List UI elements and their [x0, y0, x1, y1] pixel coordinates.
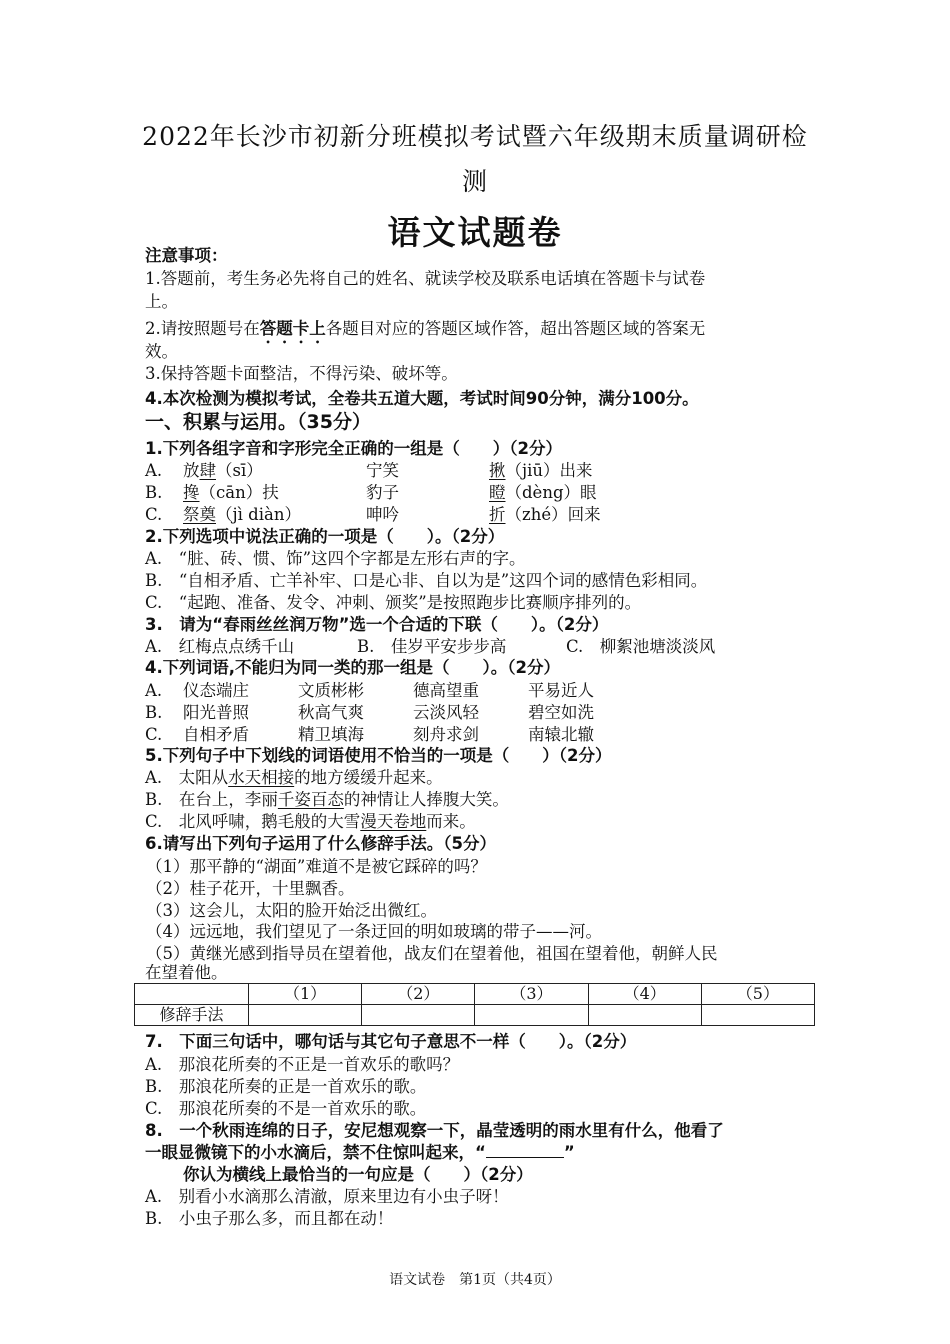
note-3: 3.保持答题卡面整洁，不得污染、破坏等。	[145, 364, 458, 383]
q1-b-c1-pinyin: （cān）扶	[199, 483, 279, 502]
q1-b-col2: 豹子	[366, 483, 399, 502]
q1-stem: 1.下列各组字音和字形完全正确的一组是（ ）（2分）	[145, 439, 562, 458]
q1-c-col3	[489, 504, 601, 526]
q4-a-word1: 仪态端庄	[183, 681, 249, 700]
table-answer-row	[135, 1005, 815, 1026]
q3-option-c: C. 柳絮池塘淡淡风	[566, 637, 716, 656]
note-1-cont: 上。	[145, 292, 178, 311]
q2-option-a: A. “脏、砖、惯、饰”这四个字都是左形右声的字。	[145, 549, 526, 568]
note-2	[145, 318, 705, 347]
table-header-cell: （1）	[249, 984, 362, 1005]
q5-a-pre: A. 太阳从	[145, 768, 229, 787]
q1-c-col2: 呻吟	[366, 505, 399, 524]
q5-stem: 5.下列句子中下划线的词语使用不恰当的一项是（ ）（2分）	[145, 746, 612, 765]
section-1-heading: 一、积累与运用。（35分）	[145, 411, 371, 433]
note-2-pre: 2.请按照题号在	[145, 319, 260, 338]
q5-c-pre: C. 北风呼啸，鹅毛般的大雪	[145, 812, 361, 831]
exam-title-line2: 测	[461, 167, 488, 196]
q5-b-pre: B. 在台上，李丽	[145, 790, 278, 809]
q5-option-b	[145, 789, 509, 811]
q1-c-col1	[183, 504, 301, 526]
q8-stem2-pre: 一眼显微镜下的小水滴后，禁不住惊叫起来，“	[145, 1143, 486, 1162]
q7-option-a: A. 那浪花所奏的不正是一首欢乐的歌吗？	[145, 1055, 460, 1074]
q4-b-word1: 阳光普照	[183, 703, 249, 722]
note-2-post: 各题目对应的答题区域作答，超出答题区域的答案无	[325, 319, 706, 338]
q3-option-a: A. 红梅点点绣千山	[145, 637, 295, 656]
q3-stem: 3. 请为“春雨丝丝润万物”选一个合适的下联（ ）。（2分）	[145, 615, 609, 634]
q1-a-c1-underlined: 肆	[199, 461, 216, 480]
q4-c-word4: 南辕北辙	[528, 725, 594, 744]
q1-b-c3-underlined: 瞪	[489, 483, 506, 502]
q1-c-c3-underlined: 折	[489, 505, 506, 524]
q8-option-a: A. 别看小水滴那么清澈，原来里边有小虫子呀！	[145, 1187, 509, 1206]
q6-sentence-2: （2）桂子花开，十里飘香。	[146, 879, 355, 898]
q4-c-word3: 刻舟求剑	[413, 725, 479, 744]
note-4: 4.本次检测为模拟考试，全卷共五道大题，考试时间90分钟，满分100分。	[145, 389, 699, 408]
table-header-cell	[135, 984, 249, 1005]
q3-option-b: B. 佳岁平安步步高	[357, 637, 507, 656]
q4-a-word2: 文质彬彬	[298, 681, 364, 700]
notes-heading: 注意事项：	[145, 246, 228, 265]
note-1: 1.答题前，考生务必先将自己的姓名、就读学校及联系电话填在答题卡与试卷	[145, 269, 706, 288]
q4-b-word2: 秋高气爽	[298, 703, 364, 722]
q1-a-col3	[489, 460, 593, 482]
answer-cell-2[interactable]	[362, 1005, 475, 1026]
rhetoric-answer-table	[134, 983, 815, 1026]
exam-title-line1: 2022年长沙市初新分班模拟考试暨六年级期末质量调研检	[142, 122, 808, 151]
table-header-cell: （2）	[362, 984, 475, 1005]
answer-cell-1[interactable]	[249, 1005, 362, 1026]
q5-b-post: 的神情让人捧腹大笑。	[343, 790, 509, 809]
q4-a-word3: 德高望重	[413, 681, 479, 700]
q7-stem: 7. 下面三句话中，哪句话与其它句子意思不一样（ ）。（2分）	[145, 1032, 637, 1051]
q6-sentence-1: （1）那平静的“湖面”难道不是被它踩碎的吗？	[146, 857, 487, 876]
q5-a-underlined: 水天相接	[228, 768, 295, 787]
q1-a-col1	[183, 460, 263, 482]
q1-b-col1	[183, 482, 279, 504]
q1-b-c3-pinyin: （dèng）眼	[505, 483, 597, 502]
answer-cell-3[interactable]	[475, 1005, 588, 1026]
q1-a-col2: 宁笑	[366, 461, 399, 480]
q7-option-b: B. 那浪花所奏的正是一首欢乐的歌。	[145, 1077, 427, 1096]
q1-b-col3	[489, 482, 597, 504]
q7-option-c: C. 那浪花所奏的不是一首欢乐的歌。	[145, 1099, 427, 1118]
q1-c-c1-pinyin: （jì diàn）	[216, 505, 301, 524]
answer-blank[interactable]	[486, 1143, 564, 1158]
answer-cell-5[interactable]	[701, 1005, 814, 1026]
q6-sentence-4: （4）远远地，我们望见了一条迂回的明如玻璃的带子——河。	[146, 922, 602, 941]
q2-stem: 2.下列选项中说法正确的一项是（ ）。（2分）	[145, 527, 505, 546]
note-2-cont: 效。	[145, 342, 178, 361]
table-row-label: 修辞手法	[135, 1005, 249, 1026]
table-header-cell: （5）	[701, 984, 814, 1005]
q4-b-word4: 碧空如洗	[528, 703, 594, 722]
q1-c-c1-underlined: 祭奠	[183, 505, 216, 524]
note-2-emphasis: 答题卡上	[259, 319, 326, 338]
answer-cell-4[interactable]	[588, 1005, 701, 1026]
q1-a-c1: 放	[183, 461, 200, 480]
q4-c-word2: 精卫填海	[298, 725, 364, 744]
subject-title: 语文试题卷	[387, 213, 563, 252]
q1-c-c3-pinyin: （zhé）回来	[505, 505, 601, 524]
q5-option-c	[145, 811, 476, 833]
table-header-cell: （4）	[588, 984, 701, 1005]
q5-c-underlined: 漫天卷地	[360, 812, 427, 831]
q8-option-b: B. 小虫子那么多，而且都在动！	[145, 1209, 394, 1228]
q4-c-label: C.	[145, 725, 163, 744]
q1-a-c3-pinyin: （jiū）出来	[505, 461, 593, 480]
q8-stem2-post: ”	[563, 1143, 575, 1162]
q1-c-label: C.	[145, 505, 163, 524]
q4-b-word3: 云淡风轻	[413, 703, 479, 722]
table-header-cell: （3）	[475, 984, 588, 1005]
q6-sentence-5: （5）黄继光感到指导员在望着他，战友们在望着他，祖国在望着他，朝鲜人民	[146, 944, 718, 963]
q5-option-a	[145, 767, 443, 789]
q5-a-post: 的地方缓缓升起来。	[294, 768, 443, 787]
q8-prompt: 你认为横线上最恰当的一句应是（ ）（2分）	[183, 1165, 533, 1184]
q5-b-underlined: 千姿百态	[277, 790, 344, 809]
q1-b-c1-underlined: 搀	[183, 483, 200, 502]
q4-b-label: B.	[145, 703, 163, 722]
q1-a-c3-underlined: 揪	[489, 461, 506, 480]
q6-stem: 6.请写出下列句子运用了什么修辞手法。（5分）	[145, 834, 496, 853]
q6-sentence-3: （3）这会儿，太阳的脸开始泛出微红。	[146, 901, 437, 920]
table-header-row	[135, 984, 815, 1005]
q4-c-word1: 自相矛盾	[183, 725, 249, 744]
q2-option-b: B. “自相矛盾、亡羊补牢、口是心非、自以为是”这四个词的感情色彩相同。	[145, 571, 708, 590]
q4-a-word4: 平易近人	[528, 681, 594, 700]
q1-b-label: B.	[145, 483, 163, 502]
q1-a-c1-pinyin: （sī）	[216, 461, 263, 480]
q8-stem-line1: 8. 一个秋雨连绵的日子，安尼想观察一下，晶莹透明的雨水里有什么，他看了	[145, 1121, 724, 1140]
q5-c-post: 而来。	[426, 812, 476, 831]
q4-a-label: A.	[145, 681, 163, 700]
q6-sentence-5-cont: 在望着他。	[145, 963, 228, 982]
q8-stem-line2	[145, 1142, 575, 1164]
q4-stem: 4.下列词语,不能归为同一类的那一组是（ ）。（2分）	[145, 658, 560, 677]
q1-a-label: A.	[145, 461, 163, 480]
q2-option-c: C. “起跑、准备、发令、冲刺、颁奖”是按照跑步比赛顺序排列的。	[145, 593, 642, 612]
page-footer: 语文试卷 第1页（共4页）	[389, 1272, 561, 1288]
